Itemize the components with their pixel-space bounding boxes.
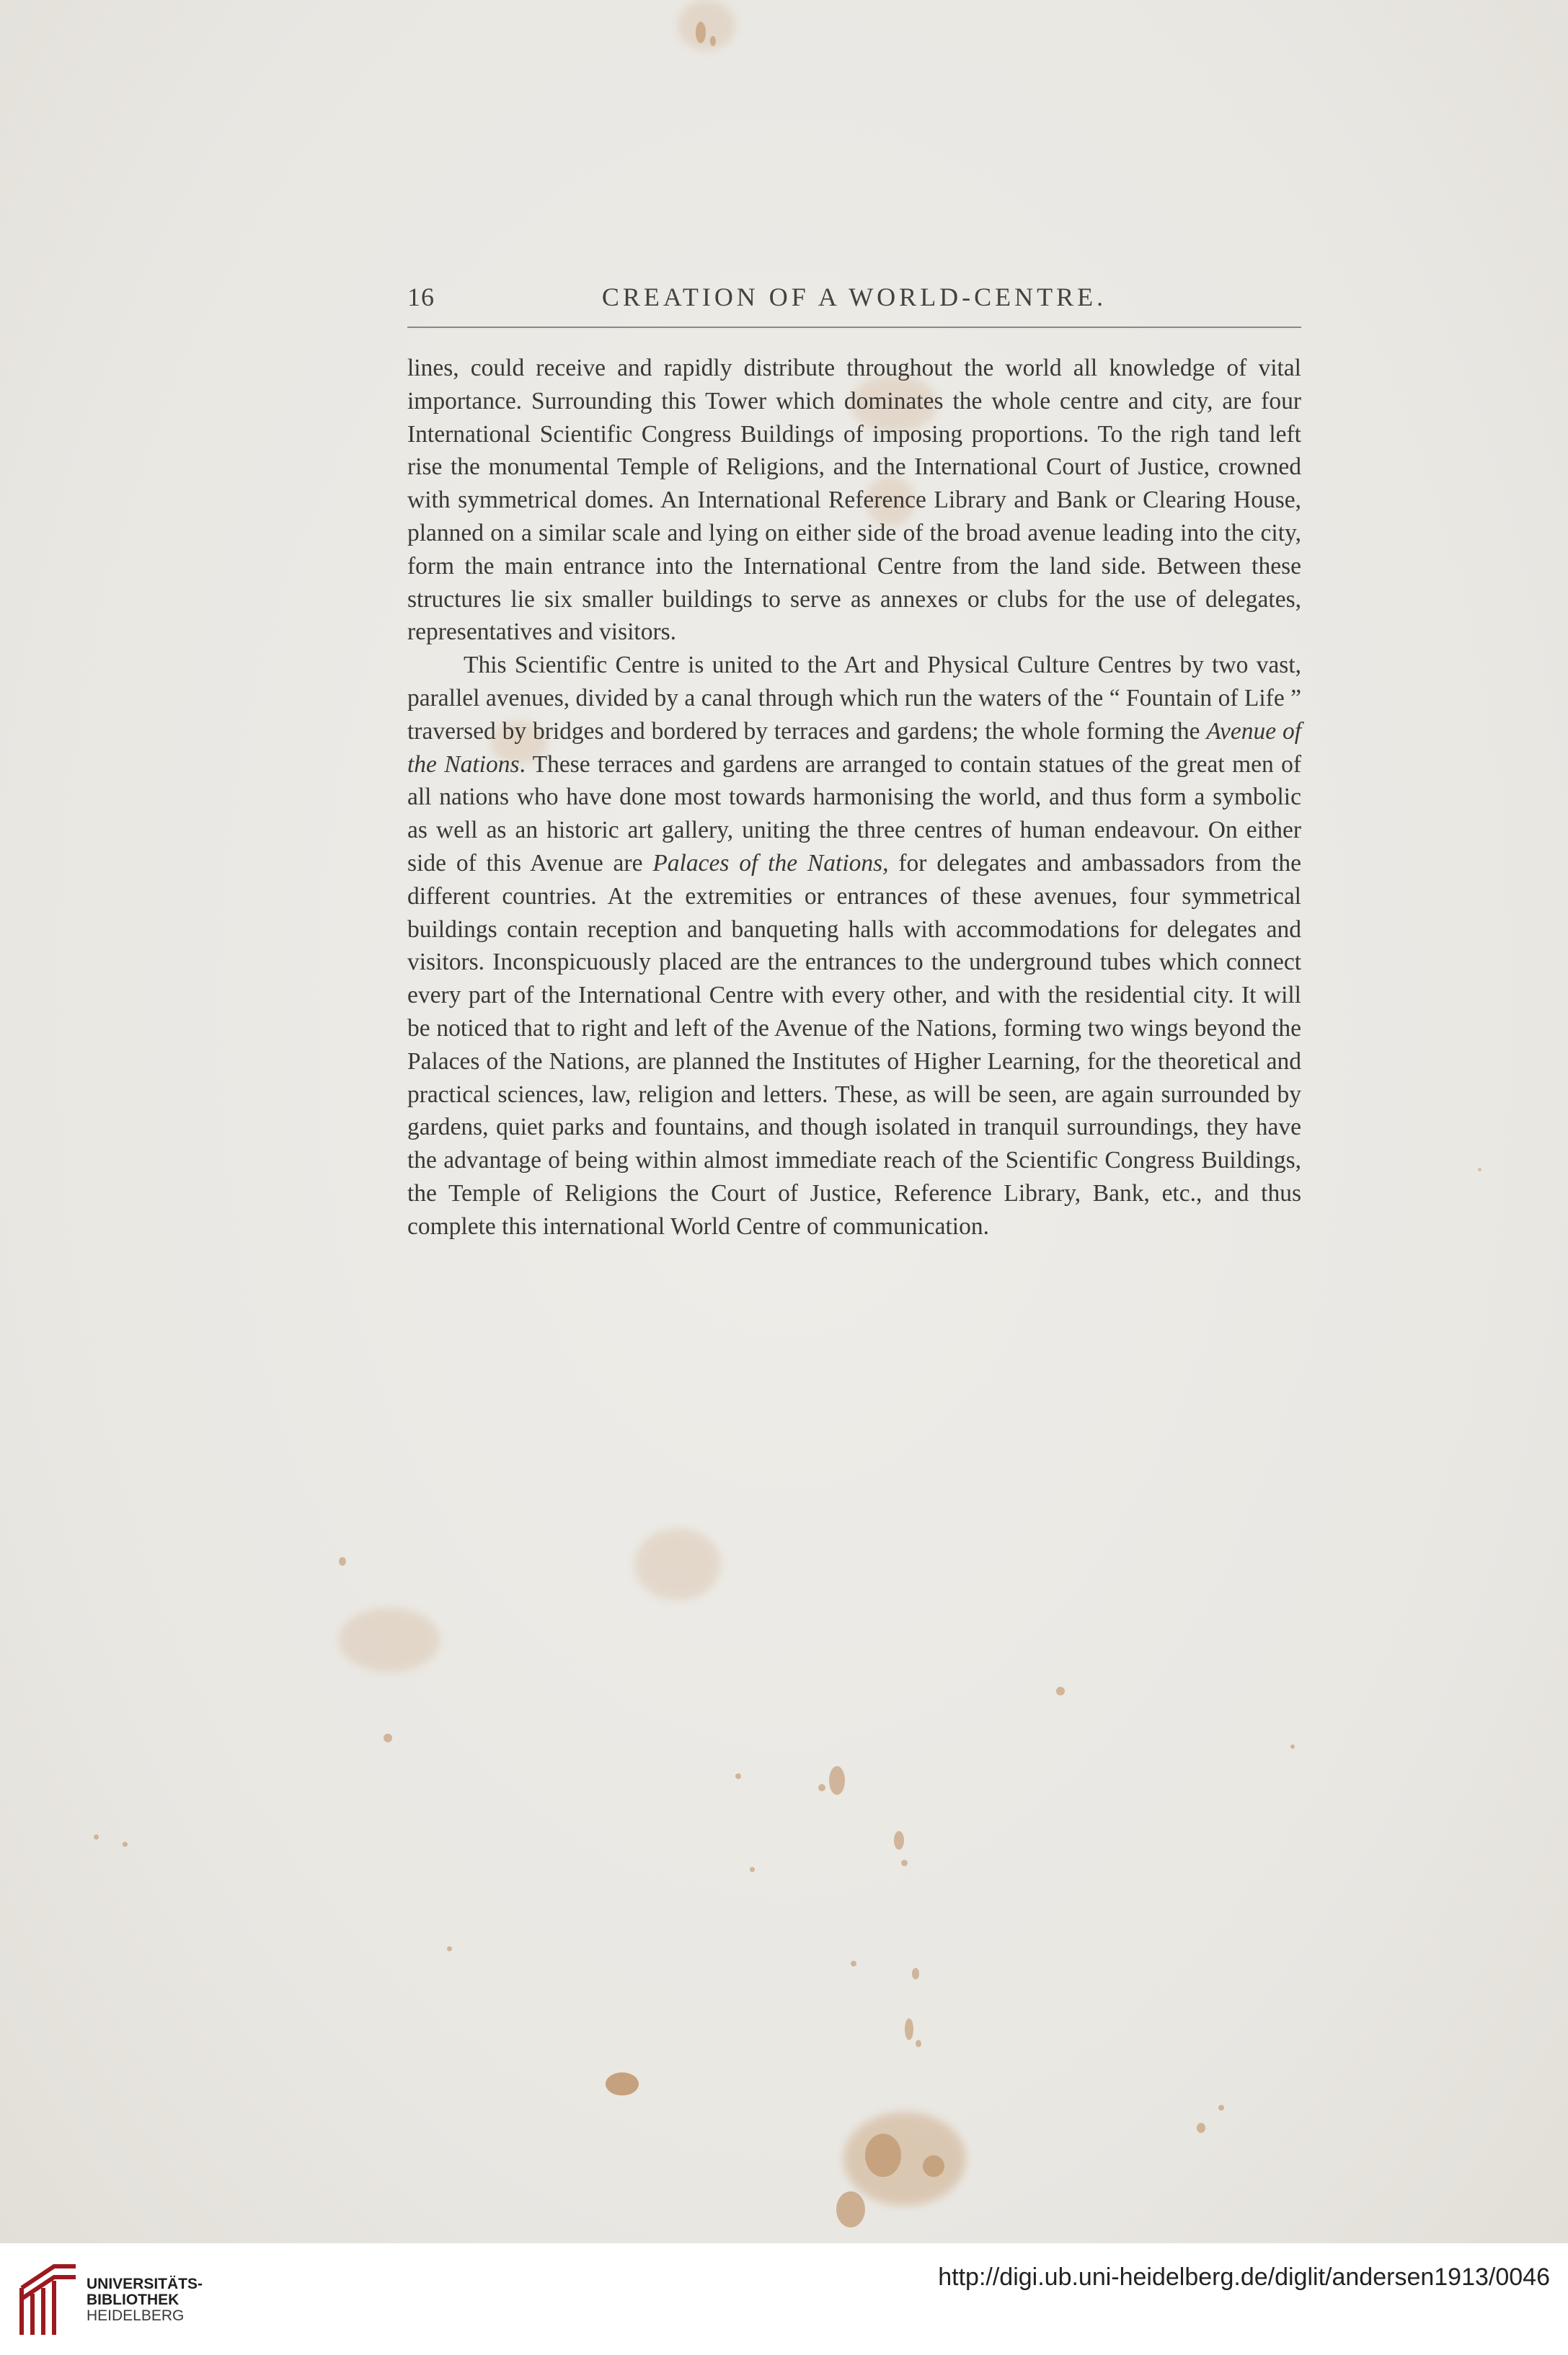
university-library-logo-icon (14, 2259, 83, 2338)
library-name-line2: BIBLIOTHEK (87, 2292, 180, 2308)
library-name-line1: UNIVERSITÄTS- (87, 2276, 203, 2292)
library-name-line3: HEIDELBERG (87, 2307, 185, 2324)
page-number: 16 (407, 283, 435, 311)
body-text (407, 352, 1301, 1243)
library-name (87, 2276, 203, 2324)
running-title: CREATION OF A WORLD-CENTRE. (601, 283, 1107, 311)
paragraph (407, 352, 1301, 649)
permalink-url[interactable]: http://digi.ub.uni-heidelberg.de/diglit/andersen1913/0046 (938, 2263, 1550, 2291)
text-run: lines, could receive and rapidly distribute throughout the world all knowledge of vital importance. Surrounding this Tower which dominates the whole centre and city, are four International Scientific Congress Buildings of imposing proportions. To the righ tand left rise the monumental Temple of Religions, and the International Court of Justice, crowned with symmetrical domes. An International Reference Library and Bank or Clearing House, planned on a similar scale and lying on either side of the broad avenue leading into the city, form the main entrance into the International Centre from the land side. Between these structures lie six smaller buildings to serve as annexes or clubs for the use of delegates, representatives and visitors. (407, 355, 1301, 646)
library-logo[interactable] (14, 2259, 203, 2338)
italic-run: Palaces of the Nations, (652, 849, 889, 877)
header-rule (407, 327, 1301, 328)
running-head (407, 276, 1301, 319)
italic-run: Avenue of the Nations (407, 717, 1301, 778)
digitization-footer (0, 2243, 1568, 2355)
text-run: This Scientific Centre is united to the Art and Physical Culture Centres by two vast, parallel avenues, divided by a canal through which run the waters of the “ Fountain of Life ” traversed by bridges and bordered by terraces and gardens; the whole forming the (407, 652, 1301, 745)
text-run: for delegates and ambassadors from the different countries. At the extremities or entrances of these avenues, four symmetrical buildings contain reception and banqueting halls with accommodations for delegates and visitors. Inconspicuously placed are the entrances to the underground tubes which connect every part of the International Centre with every other, and with the residential city. It will be noticed that to right and left of the Avenue of the Nations, forming two wings beyond the Palaces of the Nations, are planned the Institutes of Higher Learning, for the theoretical and practical sciences, law, religion and letters. These, as will be seen, are again surrounded by gardens, quiet parks and fountains, and though isolated in tranquil surroundings, they have the advantage of being within almost immediate reach of the Scientific Congress Buildings, the Temple of Religions the Court of Justice, Reference Library, Bank, etc., and thus complete this international World Centre of communication. (407, 849, 1301, 1240)
text-run: . These terraces and gardens are arranged to contain statues of the great men of all nations who have done most towards harmonising the world, and thus form a symbolic as well as an historic art gallery, uniting the three centres of human endeavour. On either side of this Avenue are (407, 750, 1301, 877)
paragraph (407, 649, 1301, 1243)
